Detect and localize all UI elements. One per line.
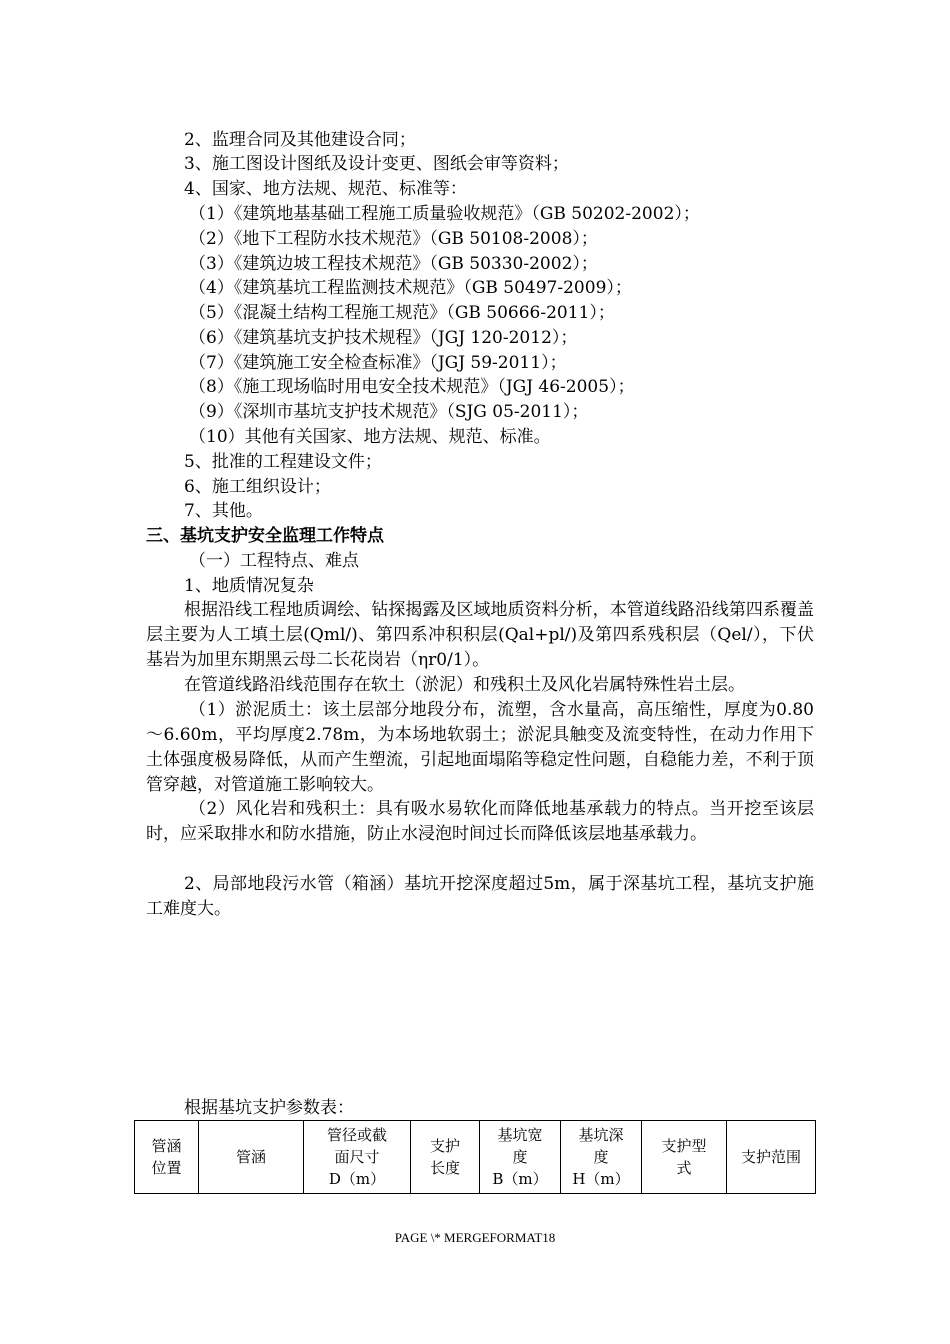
section-heading: 三、基坑支护安全监理工作特点 [146, 526, 384, 546]
item-heading: 1、地质情况复杂 [184, 576, 314, 596]
paragraph-special-soil: 在管道线路沿线范围存在软土（淤泥）和残积土及风化岩属特殊性岩土层。 [184, 675, 745, 695]
standard-item: （1）《建筑地基基础工程施工质量验收规范》（GB 50202-2002）； [189, 204, 700, 224]
header-pipe: 管涵 [199, 1121, 304, 1194]
basis-item-2: 2、监理合同及其他建设合同； [184, 130, 416, 150]
basis-item-4: 4、国家、地方法规、规范、标准等： [184, 179, 467, 199]
header-pit-depth: 基坑深 度 H（m） [561, 1121, 642, 1194]
paragraph-weathered-rock: （2）风化岩和残积土：具有吸水易软化而降低地基承载力的特点。当开挖至该层时，应采取排水和防水措施，防止水浸泡时间过长而降低该层地基承载力。 [146, 799, 814, 844]
subsection-heading: （一）工程特点、难点 [189, 551, 359, 571]
standard-item: （10）其他有关国家、地方法规、规范、标准。 [189, 427, 551, 447]
standard-item: （3）《建筑边坡工程技术规范》（GB 50330-2002）； [189, 254, 598, 274]
table-caption: 根据基坑支护参数表： [184, 1098, 354, 1118]
basis-item-5: 5、批准的工程建设文件； [184, 452, 382, 472]
standard-item: （5）《混凝土结构工程施工规范》（GB 50666-2011）； [189, 303, 615, 323]
header-diameter: 管径或截 面尺寸 D（m） [304, 1121, 411, 1194]
paragraph-geology: 根据沿线工程地质调绘、钻探揭露及区域地质资料分析，本管道线路沿线第四系覆盖层主要为人工填土层(Qml/)、第四系冲积积层(Qal+pl/)及第四系残积层（Qel/），下伏基岩为加里东期黑云母二长花岗岩（ηr0/1）。 [146, 600, 814, 670]
standard-item: （8）《施工现场临时用电安全技术规范》（JGJ 46-2005）； [189, 377, 635, 397]
standard-item: （7）《建筑施工安全检查标准》（JGJ 59-2011）； [189, 353, 567, 373]
support-parameter-table [134, 1120, 816, 1194]
basis-item-7: 7、其他。 [184, 501, 263, 521]
standard-item: （2）《地下工程防水技术规范》（GB 50108-2008）； [189, 229, 598, 249]
header-pipe-location: 管涵 位置 [135, 1121, 199, 1194]
standard-item: （4）《建筑基坑工程监测技术规范》（GB 50497-2009）； [189, 278, 632, 298]
standard-item: （6）《建筑基坑支护技术规程》（JGJ 120-2012）； [189, 328, 578, 348]
header-support-range: 支护范围 [727, 1121, 816, 1194]
table-header-row [135, 1121, 816, 1194]
page-footer: PAGE \* MERGEFORMAT18 [394, 1230, 556, 1245]
header-support-length: 支护 长度 [411, 1121, 480, 1194]
basis-item-6: 6、施工组织设计； [184, 477, 331, 497]
paragraph-deep-pit: 2、局部地段污水管（箱涵）基坑开挖深度超过5m，属于深基坑工程，基坑支护施工难度大。 [146, 874, 814, 919]
header-support-type: 支护型 式 [642, 1121, 727, 1194]
basis-item-3: 3、施工图设计图纸及设计变更、图纸会审等资料； [184, 154, 569, 174]
standard-item: （9）《深圳市基坑支护技术规范》（SJG 05-2011）； [189, 402, 589, 422]
header-pit-width: 基坑宽 度 B（m） [480, 1121, 561, 1194]
paragraph-silt: （1）淤泥质土：该土层部分地段分布，流塑，含水量高，高压缩性，厚度为0.80～6.60m，平均厚度2.78m，为本场地软弱土；淤泥具触变及流变特性，在动力作用下土体强度极易降低，从而产生塑流，引起地面塌陷等稳定性问题，自稳能力差，不利于顶管穿越，对管道施工影响较大。 [146, 700, 814, 795]
